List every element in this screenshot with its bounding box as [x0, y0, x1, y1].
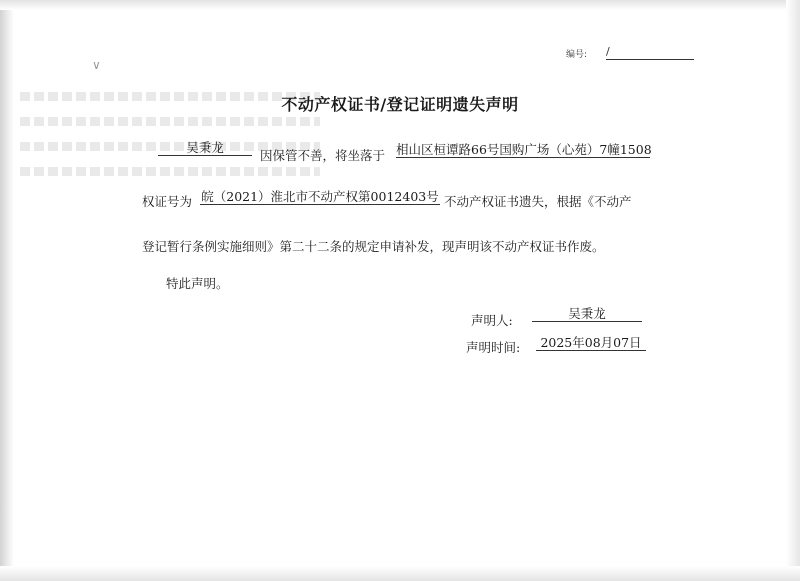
serial-label: 编号: — [566, 50, 588, 60]
cert-lost-text: 不动产权证书遗失，根据《不动产 — [444, 194, 632, 209]
scan-check-mark: ∨ — [92, 58, 101, 72]
loss-reason-text: 因保管不善，将坐落于 — [260, 148, 386, 163]
declarant-label: 声明人: — [471, 313, 513, 328]
cert-number-prefix: 权证号为 — [142, 194, 193, 209]
scan-edge-top — [0, 0, 800, 10]
declaration-date-label: 声明时间: — [466, 340, 521, 355]
document-title: 不动产权证书/登记证明遗失声明 — [281, 95, 519, 114]
closing-statement: 特此声明。 — [166, 276, 229, 291]
regulation-text: 登记暂行条例实施细则》第二十二条的规定申请补发，现声明该不动产权证书作废。 — [142, 239, 605, 254]
property-address-field: 相山区桓谭路66号国购广场（心苑）7幢1508 — [396, 142, 652, 157]
declarant-signature-field: 吴秉龙 — [532, 306, 642, 322]
scan-edge-left — [0, 0, 14, 581]
scan-edge-right — [786, 0, 800, 581]
declarant-name-field: 吴秉龙 — [158, 140, 252, 156]
serial-value: / — [606, 45, 694, 60]
certificate-number-field: 皖（2021）淮北市不动产权第0012403号 — [201, 189, 439, 204]
scan-edge-bottom — [0, 566, 800, 581]
declaration-date-field: 2025年08月07日 — [536, 335, 646, 351]
